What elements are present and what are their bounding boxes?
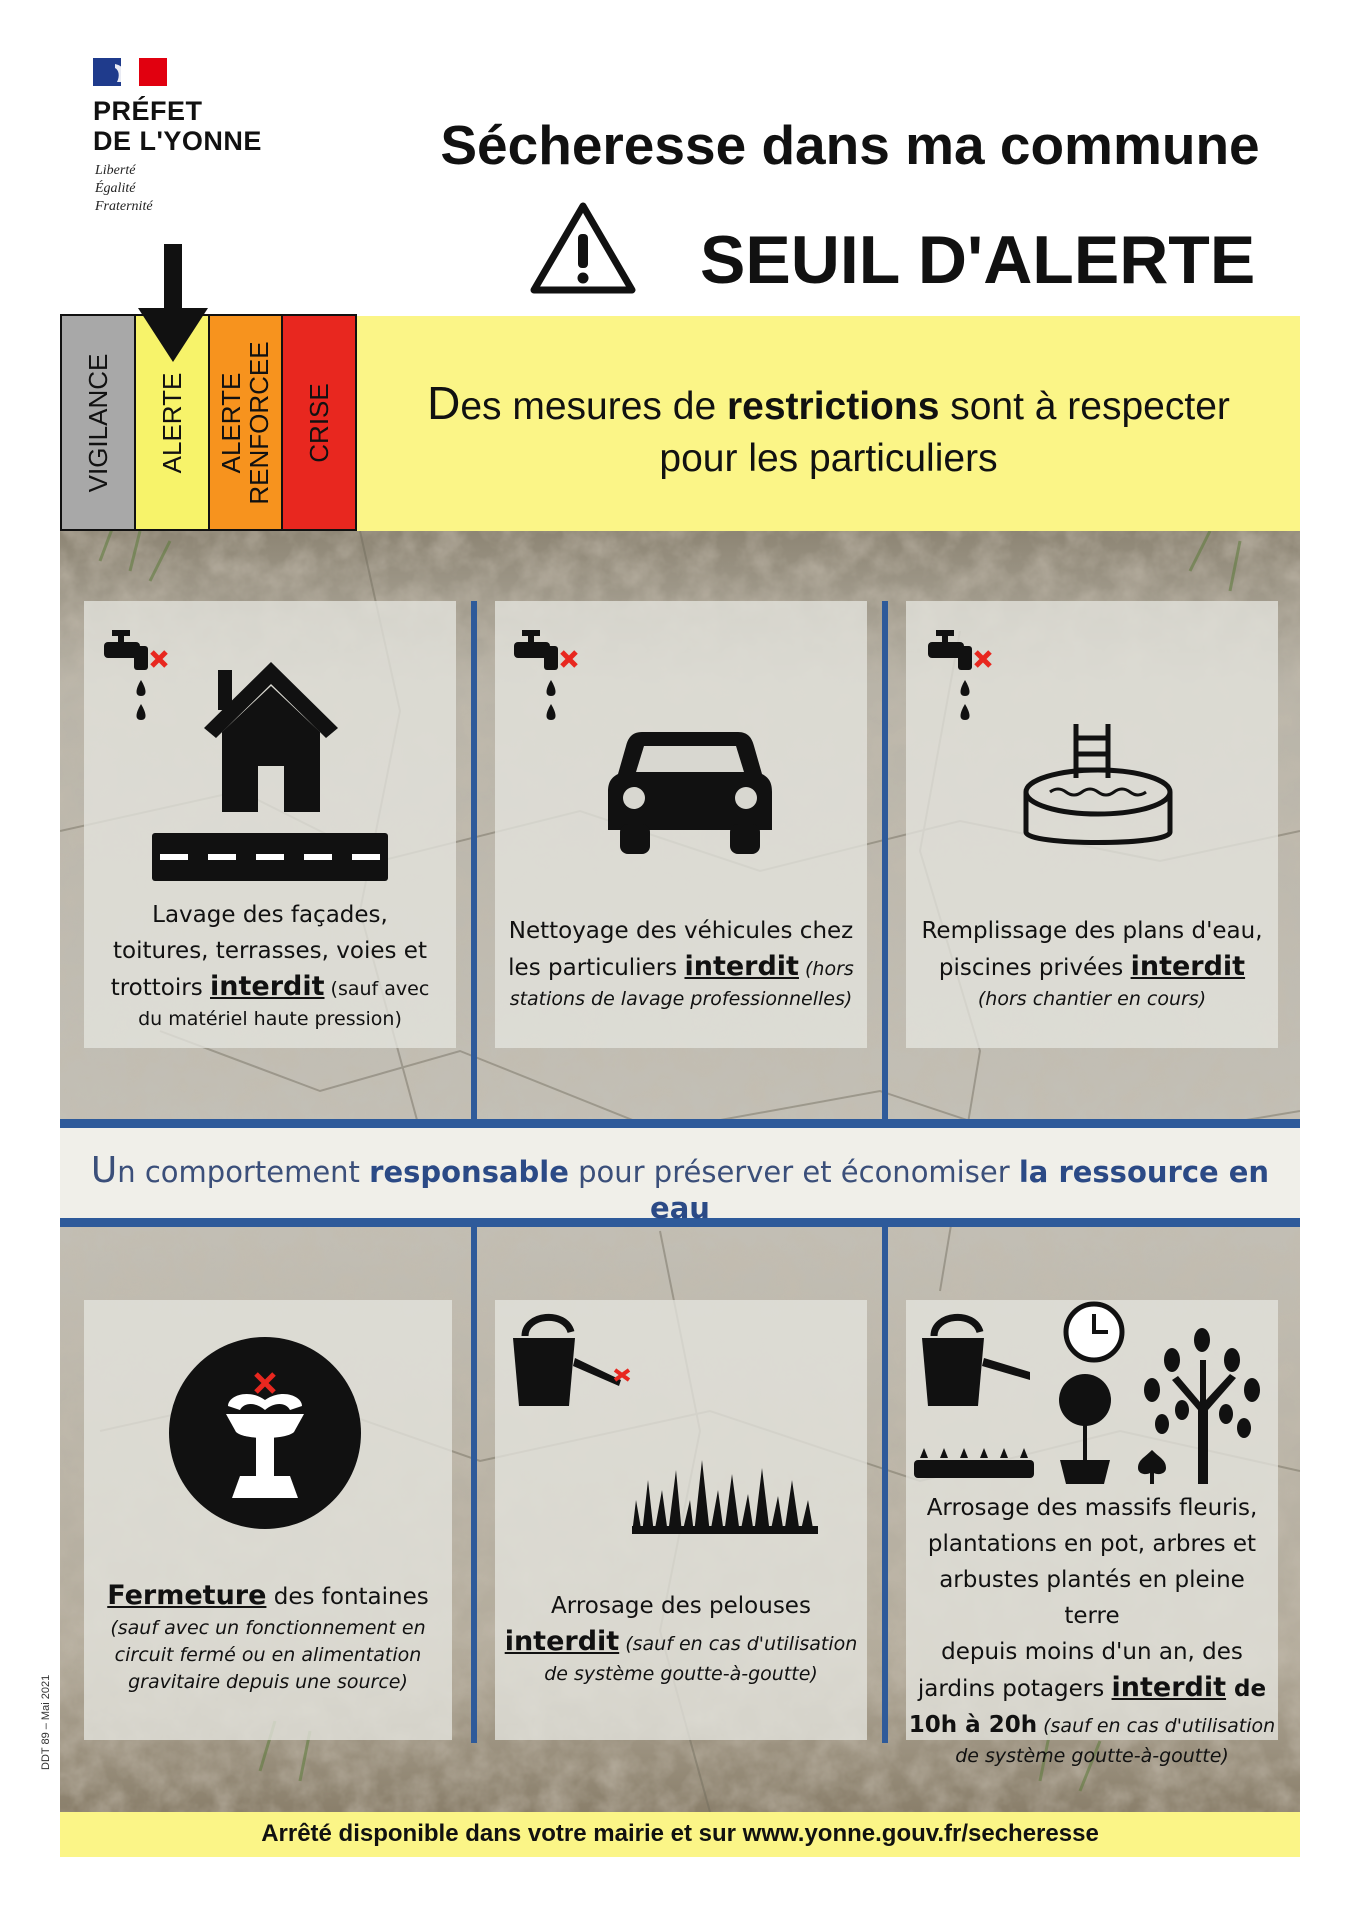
column-divider <box>471 1227 477 1743</box>
divider-band <box>60 1119 1300 1128</box>
watering-can-forbidden-icon <box>505 1306 635 1416</box>
marianne-flag-logo <box>93 58 167 86</box>
level-alerte: ALERTE <box>136 316 210 529</box>
pool-icon <box>1020 720 1176 860</box>
arrow-down-icon <box>136 244 210 364</box>
level-alerte-renforcee: ALERTE RENFORCEE <box>210 316 284 529</box>
column-divider <box>882 1227 888 1743</box>
grass-icon <box>632 1450 818 1534</box>
tap-forbidden-icon <box>104 628 174 728</box>
car-icon <box>608 726 772 856</box>
potted-tree-icon <box>1054 1370 1116 1486</box>
house-icon <box>200 656 342 814</box>
page-title: Sécheresse dans ma commune <box>440 114 1260 176</box>
card-facades-text: Lavage des façades, toitures, terrasses, voies et trottoirs interdit (sauf avec du matériel haute pression) <box>110 902 430 1030</box>
flower-icon <box>1134 1450 1170 1484</box>
road-icon <box>152 833 388 881</box>
document-reference: DDT 89 – Mai 2021 <box>40 1674 52 1770</box>
card-vehicles-text: Nettoyage des véhicules chez les particuliers interdit (hors stations de lavage professionnelles) <box>508 918 854 1010</box>
alert-level-title: SEUIL D'ALERTE <box>700 222 1256 298</box>
fountain-forbidden-icon <box>168 1336 362 1530</box>
watering-can-icon <box>914 1306 1042 1414</box>
warning-icon <box>528 200 638 296</box>
tap-forbidden-icon <box>928 628 998 728</box>
logo-name: PRÉFET DE L'YONNE <box>93 96 262 156</box>
middle-banner-text: Un comportement responsable pour préserver et économiser la ressource en eau <box>90 1150 1270 1225</box>
clock-icon <box>1062 1300 1126 1364</box>
flower-bed-icon <box>914 1440 1034 1480</box>
card-pools-text: Remplissage des plans d'eau, piscines privées interdit (hors chantier en cours) <box>921 918 1263 1010</box>
column-divider <box>882 601 888 1128</box>
card-lawns-text: Arrosage des pelouses interdit (sauf en cas d'utilisation de système goutte-à-goutte) <box>504 1593 858 1685</box>
card-fountains-text: Fermeture des fontaines (sauf avec un fonctionnement en circuit fermé ou en alimentation gravitaire depuis une source) <box>107 1580 429 1693</box>
logo-motto: Liberté Égalité Fraternité <box>95 163 153 214</box>
tap-forbidden-icon <box>514 628 584 728</box>
column-divider <box>471 601 477 1128</box>
footer-text: Arrêté disponible dans votre mairie et sur www.yonne.gouv.fr/secheresse <box>261 1820 1099 1847</box>
level-crise: CRISE <box>283 316 355 529</box>
card-gardens-text: Arrosage des massifs fleuris, plantations en pot, arbres et arbustes plantés en pleine terre depuis moins d'un an, des jardins potagers interdit de 10h à 20h (sauf en cas d'utilisation de système goutte-à-goutte) <box>908 1495 1276 1767</box>
level-vigilance: VIGILANCE <box>62 316 136 529</box>
restriction-banner-text: Des mesures de restrictions sont à respecter pour les particuliers <box>427 377 1230 480</box>
